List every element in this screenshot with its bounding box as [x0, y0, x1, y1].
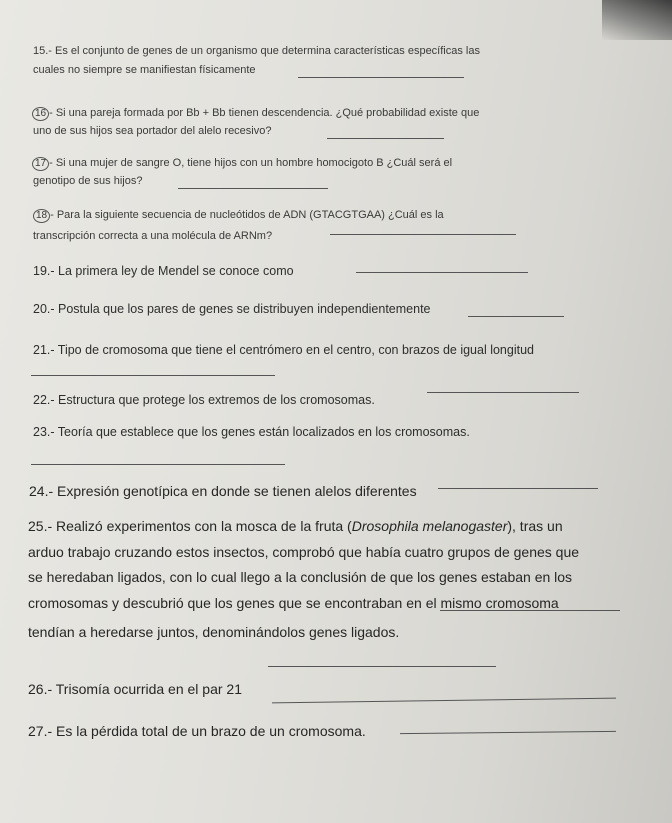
answer-line-26[interactable] — [272, 698, 616, 704]
question-16-number: 16 — [32, 107, 49, 121]
answer-line-21[interactable] — [31, 375, 275, 376]
question-19: 19.- La primera ley de Mendel se conoce como — [33, 264, 294, 278]
answer-line-15[interactable] — [298, 77, 464, 78]
question-25-line-5: tendían a heredarse juntos, denominándolos genes ligados. — [28, 624, 400, 640]
question-18-number: 18 — [33, 209, 50, 223]
answer-line-16[interactable] — [327, 138, 444, 139]
answer-line-25a[interactable] — [440, 610, 620, 611]
question-25-line-1-end: ), tras un — [507, 518, 563, 534]
question-17-number: 17 — [32, 157, 49, 171]
answer-line-25b[interactable] — [268, 666, 496, 667]
question-17-line-1 — [32, 157, 452, 171]
answer-line-23[interactable] — [31, 464, 285, 465]
question-25-line-3: se heredaban ligados, con lo cual llego a la conclusión de que los genes estaban en los — [28, 569, 573, 585]
answer-line-19[interactable] — [356, 272, 528, 273]
question-15-line-1: 15.- Es el conjunto de genes de un organismo que determina características específicas las — [33, 45, 480, 57]
question-20: 20.- Postula que los pares de genes se distribuyen independientemente — [33, 302, 431, 316]
question-17-line-2: genotipo de sus hijos? — [33, 175, 143, 187]
question-24: 24.- Expresión genotípica en donde se tienen alelos diferentes — [29, 483, 417, 499]
question-15-line-2: cuales no siempre se manifiestan físicamente — [33, 64, 256, 76]
question-23: 23.- Teoría que establece que los genes están localizados en los cromosomas. — [33, 425, 470, 439]
answer-line-27[interactable] — [400, 731, 616, 734]
question-22: 22.- Estructura que protege los extremos de los cromosomas. — [33, 393, 375, 407]
question-25-line-1-start: 25.- Realizó experimentos con la mosca de la fruta ( — [28, 518, 352, 534]
question-26: 26.- Trisomía ocurrida en el par 21 — [28, 681, 242, 697]
question-18-line-1 — [33, 209, 444, 223]
page-shadow — [602, 0, 672, 40]
question-27: 27.- Es la pérdida total de un brazo de un cromosoma. — [28, 723, 366, 739]
question-16-line-2: uno de sus hijos sea portador del alelo recesivo? — [33, 125, 272, 137]
question-25-line-4: cromosomas y descubrió que los genes que se encontraban en el mismo cromosoma — [28, 595, 559, 611]
answer-line-20[interactable] — [468, 316, 564, 317]
answer-line-17[interactable] — [178, 188, 328, 189]
answer-line-22[interactable] — [427, 392, 579, 393]
question-16-text: - Si una pareja formada por Bb + Bb tienen descendencia. ¿Qué probabilidad existe que — [49, 107, 480, 119]
answer-line-18[interactable] — [330, 234, 516, 235]
question-25-line-1 — [28, 518, 563, 534]
question-25-line-2: arduo trabajo cruzando estos insectos, comprobó que había cuatro grupos de genes que — [28, 544, 580, 560]
question-18-line-2: transcripción correcta a una molécula de ARNm? — [33, 230, 273, 242]
question-18-text: - Para la siguiente secuencia de nucleótidos de ADN (GTACGTGAA) ¿Cuál es la — [50, 209, 444, 221]
species-name: Drosophila melanogaster — [351, 518, 508, 534]
question-16-line-1 — [32, 107, 479, 121]
question-17-text: - Si una mujer de sangre O, tiene hijos con un hombre homocigoto B ¿Cuál será el — [49, 157, 453, 169]
question-21: 21.- Tipo de cromosoma que tiene el centrómero en el centro, con brazos de igual longitud — [33, 343, 534, 357]
answer-line-24[interactable] — [438, 488, 598, 489]
